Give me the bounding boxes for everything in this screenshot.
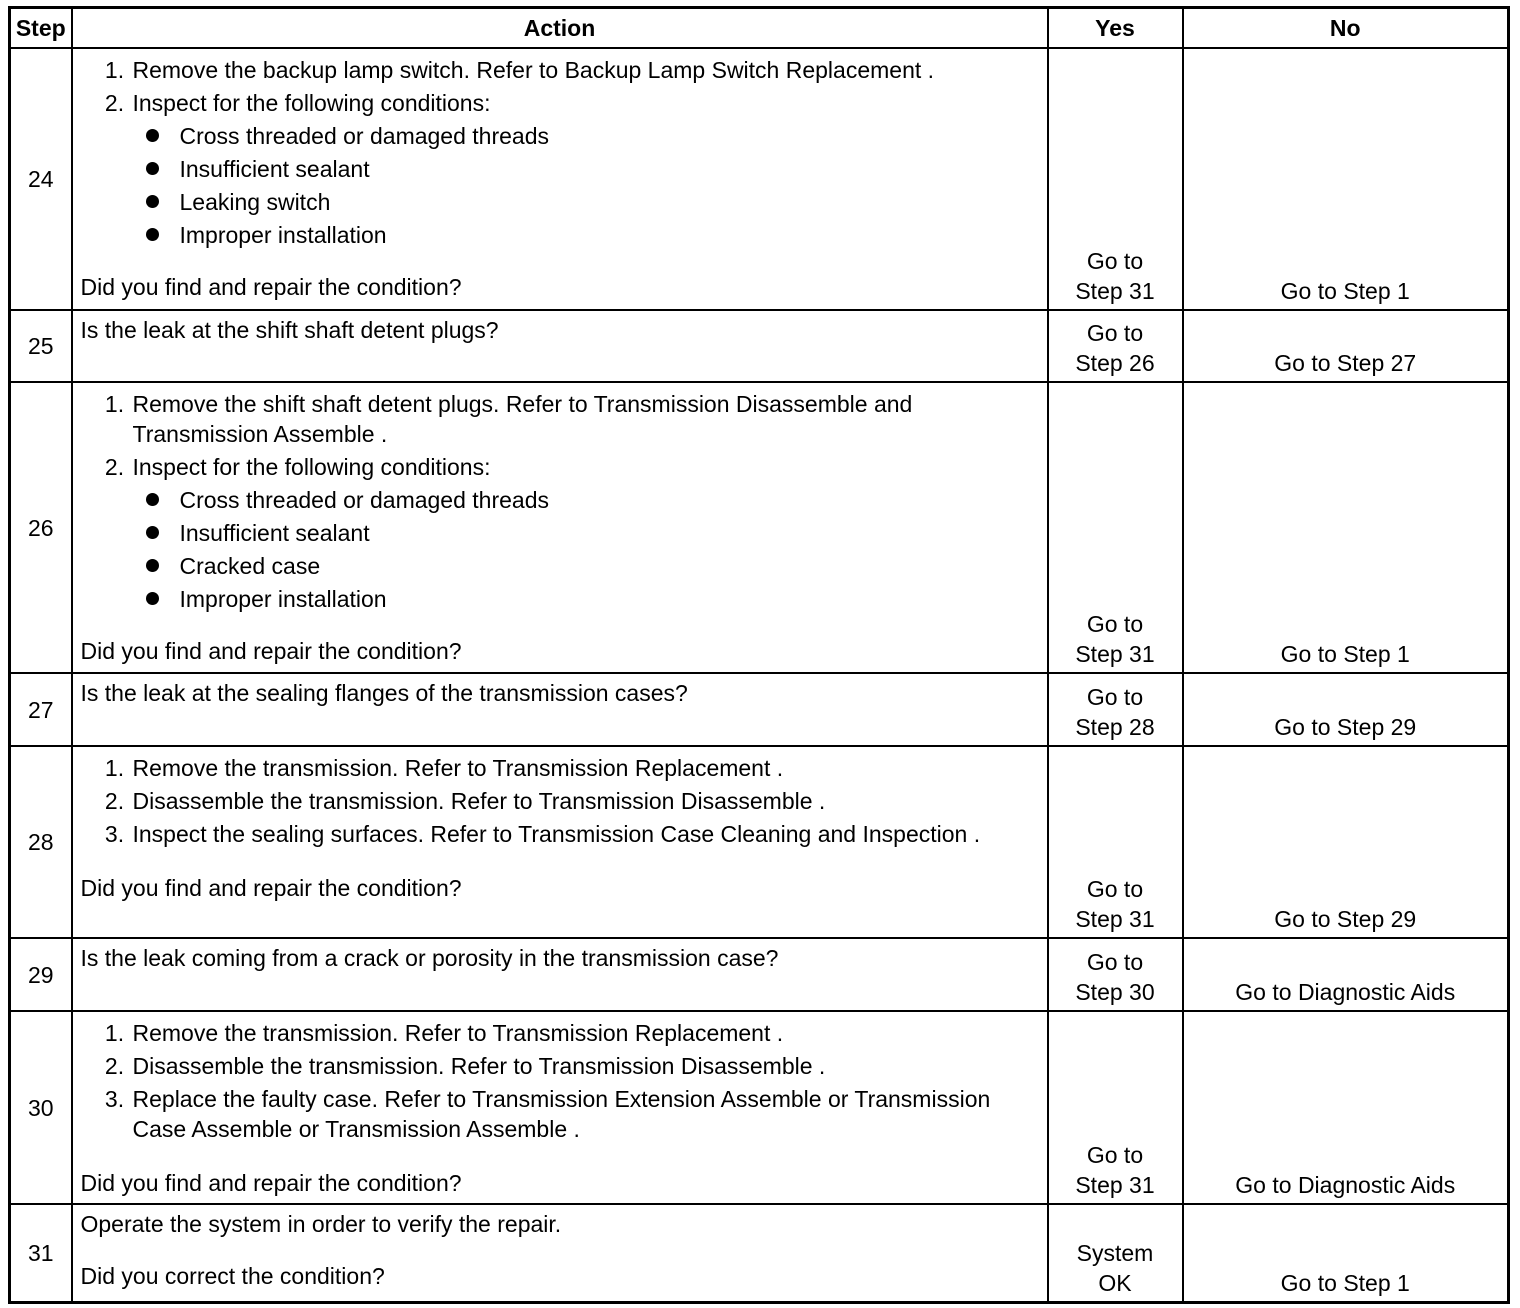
yes-cell (1048, 382, 1183, 673)
header-row (10, 8, 1509, 49)
step-number: 25 (10, 310, 72, 382)
bullet-icon (146, 493, 159, 506)
step-number: 28 (10, 746, 72, 938)
condition-list (133, 121, 1041, 250)
question-text: Is the leak at the sealing flanges of the transmission cases? (80, 680, 688, 706)
yes-cell (1048, 1204, 1183, 1302)
yes-cell (1048, 938, 1183, 1011)
yes-link[interactable]: Go to Step 28 (1075, 684, 1155, 740)
condition-item: Leaking switch (180, 187, 1041, 217)
question-text: Did you find and repair the condition? (80, 1170, 462, 1196)
no-link[interactable]: Go to Step 1 (1280, 278, 1410, 304)
header-yes: Yes (1048, 8, 1183, 49)
table-row (10, 382, 1509, 673)
yes-link[interactable]: Go to Step 26 (1075, 320, 1155, 376)
question-text: Is the leak coming from a crack or porosity in the transmission case? (80, 945, 779, 971)
yes-cell (1048, 310, 1183, 382)
condition-item: Improper installation (180, 220, 1041, 250)
question-text: Did you find and repair the condition? (80, 638, 462, 664)
condition-item: Cross threaded or damaged threads (180, 485, 1041, 515)
yes-link[interactable]: System OK (1076, 1239, 1154, 1296)
action-steps (81, 1018, 1041, 1144)
action-steps (81, 389, 1041, 614)
action-step (131, 88, 1041, 250)
step-number: 26 (10, 382, 72, 673)
header-step: Step (10, 8, 72, 49)
yes-link[interactable]: Go to Step 31 (1075, 611, 1155, 667)
bullet-icon (146, 162, 159, 175)
no-cell (1183, 673, 1509, 746)
step-number: 27 (10, 673, 72, 746)
yes-cell (1048, 673, 1183, 746)
action-cell (72, 382, 1048, 673)
condition-item: Cross threaded or damaged threads (180, 121, 1041, 151)
question-text: Did you find and repair the condition? (80, 274, 462, 300)
bullet-icon (146, 559, 159, 572)
yes-link[interactable]: Go to Step 30 (1075, 949, 1155, 1005)
bullet-icon (146, 129, 159, 142)
action-step: 1. Remove the backup lamp switch. Refer to Backup Lamp Switch Replacement . (131, 55, 1041, 85)
header-no: No (1183, 8, 1509, 49)
table-row (10, 746, 1509, 938)
step-number: 30 (10, 1011, 72, 1204)
no-link[interactable]: Go to Step 29 (1274, 714, 1417, 740)
step-number: 31 (10, 1204, 72, 1302)
no-link[interactable]: Go to Step 1 (1280, 641, 1410, 667)
yes-cell (1048, 48, 1183, 310)
action-step-text: Inspect for the following conditions: (132, 90, 491, 116)
action-cell (72, 1204, 1048, 1302)
no-cell (1183, 382, 1509, 673)
condition-item: Insufficient sealant (180, 518, 1041, 548)
condition-item: Insufficient sealant (180, 154, 1041, 184)
no-cell (1183, 1011, 1509, 1204)
yes-cell (1048, 746, 1183, 938)
no-cell (1183, 1204, 1509, 1302)
question-text: Did you find and repair the condition? (80, 875, 462, 901)
no-link[interactable]: Go to Step 29 (1274, 906, 1417, 932)
action-step (131, 452, 1041, 614)
bullet-icon (146, 228, 159, 241)
action-step: 1. Remove the shift shaft detent plugs. Refer to Transmission Disassemble and Transmission Assemble . (131, 389, 1041, 449)
action-cell (72, 1011, 1048, 1204)
question-text: Did you correct the condition? (80, 1263, 385, 1289)
no-link[interactable]: Go to Diagnostic Aids (1235, 979, 1456, 1005)
question-text: Is the leak at the shift shaft detent plugs? (80, 317, 499, 343)
table-row (10, 1204, 1509, 1302)
no-cell (1183, 746, 1509, 938)
no-link[interactable]: Go to Step 1 (1280, 1269, 1410, 1296)
action-step: 3. Inspect the sealing surfaces. Refer to Transmission Case Cleaning and Inspection . (131, 819, 1041, 849)
table-row (10, 48, 1509, 310)
action-step: 1. Remove the transmission. Refer to Transmission Replacement . (131, 1018, 1041, 1048)
action-cell (72, 310, 1048, 382)
yes-link[interactable]: Go to Step 31 (1075, 1142, 1155, 1198)
table-row (10, 310, 1509, 382)
condition-item: Cracked case (180, 551, 1041, 581)
table-row (10, 938, 1509, 1011)
instruction-text: Operate the system in order to verify the repair. (80, 1211, 562, 1237)
yes-link[interactable]: Go to Step 31 (1075, 248, 1155, 304)
action-steps (81, 753, 1041, 849)
yes-link[interactable]: Go to Step 31 (1075, 876, 1155, 932)
table-row (10, 1011, 1509, 1204)
action-step: 1. Remove the transmission. Refer to Transmission Replacement . (131, 753, 1041, 783)
action-cell (72, 48, 1048, 310)
condition-list (133, 485, 1041, 614)
action-step: 2. Disassemble the transmission. Refer to Transmission Disassemble . (131, 786, 1041, 816)
no-link[interactable]: Go to Step 27 (1274, 350, 1417, 376)
bullet-icon (146, 195, 159, 208)
action-cell (72, 938, 1048, 1011)
table-row (10, 673, 1509, 746)
yes-cell (1048, 1011, 1183, 1204)
action-cell (72, 746, 1048, 938)
action-cell (72, 673, 1048, 746)
bullet-icon (146, 592, 159, 605)
action-step-text: Inspect for the following conditions: (132, 454, 491, 480)
diagnostic-table (8, 6, 1510, 1304)
action-step: 3. Replace the faulty case. Refer to Transmission Extension Assemble or Transmission Case Assemble or Transmission Assemble . (131, 1084, 1041, 1144)
condition-item: Improper installation (180, 584, 1041, 614)
no-cell (1183, 938, 1509, 1011)
header-action: Action (72, 8, 1048, 49)
step-number: 29 (10, 938, 72, 1011)
action-step: 2. Disassemble the transmission. Refer to Transmission Disassemble . (131, 1051, 1041, 1081)
no-cell (1183, 310, 1509, 382)
no-link[interactable]: Go to Diagnostic Aids (1235, 1172, 1456, 1198)
action-steps (81, 55, 1041, 250)
bullet-icon (146, 526, 159, 539)
no-cell (1183, 48, 1509, 310)
step-number: 24 (10, 48, 72, 310)
